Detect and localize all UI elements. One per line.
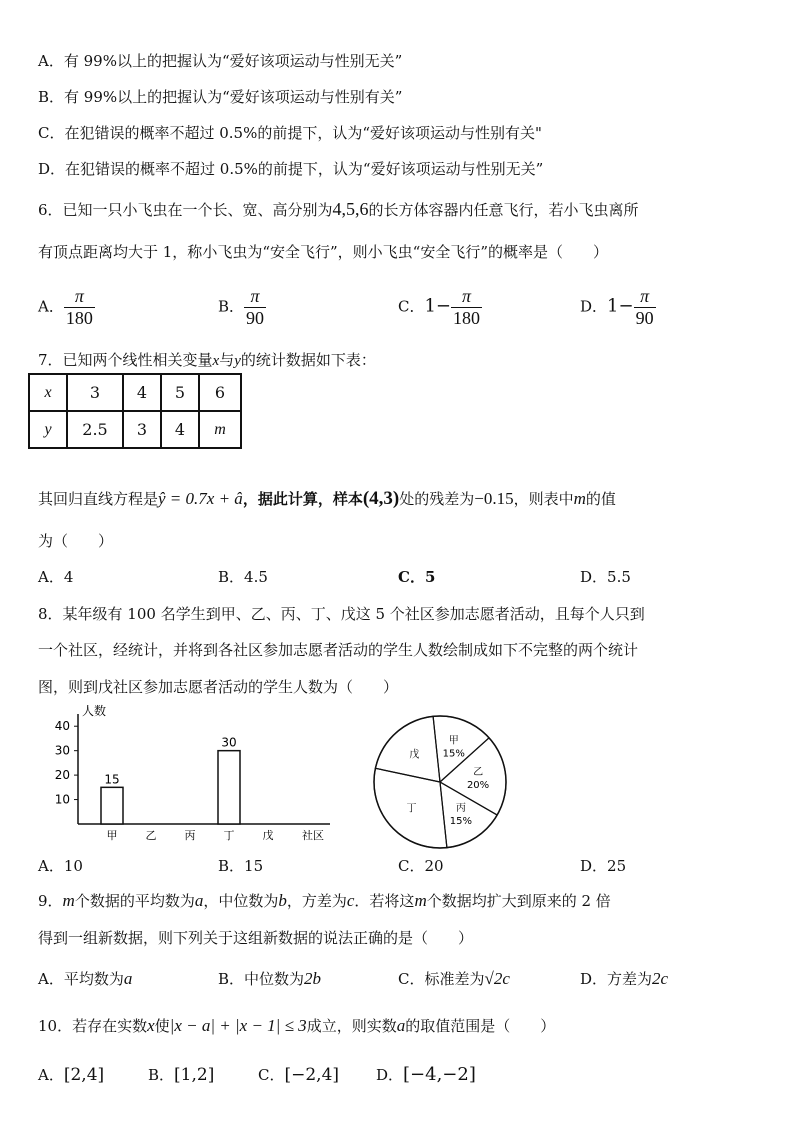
- q7-option-d: D．5.5: [580, 568, 631, 586]
- table-cell: 3: [67, 374, 123, 411]
- q7-data-table: [28, 373, 242, 449]
- q7-option-b: B．4.5: [218, 568, 268, 586]
- y-tick-label: 10: [54, 792, 70, 807]
- table-cell: m: [199, 411, 241, 448]
- pie-slice-percent: 20%: [466, 779, 490, 791]
- bar-chart: [40, 700, 340, 845]
- q10-option-a: A．[2,4]: [38, 1065, 105, 1085]
- q9-stem-line2: 得到一组新数据，则下列关于这组新数据的说法正确的是（ ）: [38, 929, 474, 947]
- q9-stem-line1: 9．m个数据的平均数为a，中位数为b，方差为c．若将这m个数据均扩大到原来的 2 倍: [38, 891, 611, 910]
- y-tick-label: 20: [54, 768, 70, 783]
- table-cell: 3: [123, 411, 161, 448]
- q5-option-b: B．有 99%以上的把握认为“爱好该项运动与性别有关”: [38, 88, 403, 106]
- q9-option-b: B．中位数为2b: [218, 969, 322, 988]
- y-tick-label: 30: [54, 743, 70, 758]
- bar-丁: [218, 751, 240, 824]
- table-cell: y: [29, 411, 67, 448]
- y-axis-label: 人数: [82, 704, 107, 718]
- q10-option-d: D．[−4,−2]: [376, 1064, 476, 1085]
- q8-option-b: B．15: [218, 857, 264, 875]
- table-cell: 5: [161, 374, 199, 411]
- q9-option-c: C．标准差为√2c: [398, 969, 510, 988]
- q9-option-a: A．平均数为a: [38, 969, 133, 988]
- pie-slice-name: 丙: [455, 803, 466, 815]
- q8-stem-line1: 8．某年级有 100 名学生到甲、乙、丙、丁、戊这 5 个社区参加志愿者活动，且每个人只到: [38, 605, 645, 623]
- pie-chart: [360, 712, 520, 852]
- bar-data-label: 30: [221, 735, 237, 750]
- q6-stem-line1: 6．已知一只小飞虫在一个长、宽、高分别为4,5,6的长方体容器内任意飞行，若小飞虫离所: [38, 199, 639, 219]
- q10-option-b: B．[1,2]: [148, 1065, 215, 1085]
- q6-option-b: B． $\frac{\pi}{90}$: [218, 286, 265, 328]
- pie-slice-name: 乙: [473, 766, 484, 778]
- q5-option-c: C．在犯错误的概率不超过 0.5%的前提下，认为“爱好该项运动与性别有关": [38, 124, 542, 142]
- q6-option-a: A． $\frac{\pi}{180}$: [38, 286, 93, 328]
- x-category-label: 丁: [223, 829, 235, 842]
- table-cell: x: [29, 374, 67, 411]
- table-row: [29, 411, 241, 448]
- y-tick-label: 40: [54, 719, 70, 734]
- bar-data-label: 15: [104, 772, 120, 787]
- q8-option-c: C．20: [398, 857, 444, 875]
- q9-option-d: D．方差为2c: [580, 969, 669, 988]
- q8-option-a: A．10: [38, 857, 83, 875]
- q8-stem-line2: 一个社区，经统计，并将到各社区参加志愿者活动的学生人数绘制成如下不完整的两个统计: [38, 641, 639, 659]
- x-category-label: 丙: [184, 829, 196, 842]
- pie-slice-percent: 15%: [449, 816, 472, 828]
- pie-slice-name: 丁: [406, 803, 417, 815]
- pie-slice-name: 戊: [409, 749, 420, 761]
- q8-option-d: D．25: [580, 857, 627, 875]
- q7-regression-line: 其回归直线方程是ŷ = 0.7x + â，据此计算，样本(4,3)处的残差为−0.15，则表中m的值: [38, 488, 616, 509]
- table-row: [29, 374, 241, 411]
- q6-option-c: C．1− $\frac{\pi}{180}$: [398, 286, 481, 328]
- q10-stem: 10．若存在实数x使|x − a| + |x − 1| ≤ 3成立，则实数a的取值范围是（ ）: [38, 1016, 556, 1035]
- x-axis-label: 社区: [302, 829, 324, 842]
- q6-stem-line2: 有顶点距离均大于 1，称小飞虫为“安全飞行”，则小飞虫“安全飞行”的概率是（ ）: [38, 243, 608, 261]
- x-category-label: 甲: [106, 829, 118, 842]
- table-cell: 2.5: [67, 411, 123, 448]
- q8-stem-line3: 图，则到戊社区参加志愿者活动的学生人数为（ ）: [38, 678, 399, 696]
- q10-option-c: C．[−2,4]: [258, 1065, 340, 1085]
- pie-slice-name: 甲: [448, 735, 459, 747]
- q5-option-d: D．在犯错误的概率不超过 0.5%的前提下，认为“爱好该项运动与性别无关”: [38, 160, 544, 178]
- q6-option-d: D．1− $\frac{\pi}{90}$: [580, 286, 654, 328]
- x-category-label: 戊: [262, 829, 274, 842]
- table-cell: 4: [123, 374, 161, 411]
- q7-option-c: C．5: [398, 568, 436, 586]
- q5-option-a: A．有 99%以上的把握认为“爱好该项运动与性别无关”: [38, 52, 403, 70]
- x-category-label: 乙: [145, 829, 157, 842]
- bar-甲: [101, 787, 123, 824]
- q7-question-end: 为（ ）: [38, 532, 114, 550]
- pie-slice-percent: 15%: [442, 748, 465, 760]
- q7-stem: 7．已知两个线性相关变量x与y的统计数据如下表：: [38, 351, 376, 369]
- table-cell: 6: [199, 374, 241, 411]
- q7-option-a: A．4: [38, 568, 74, 586]
- table-cell: 4: [161, 411, 199, 448]
